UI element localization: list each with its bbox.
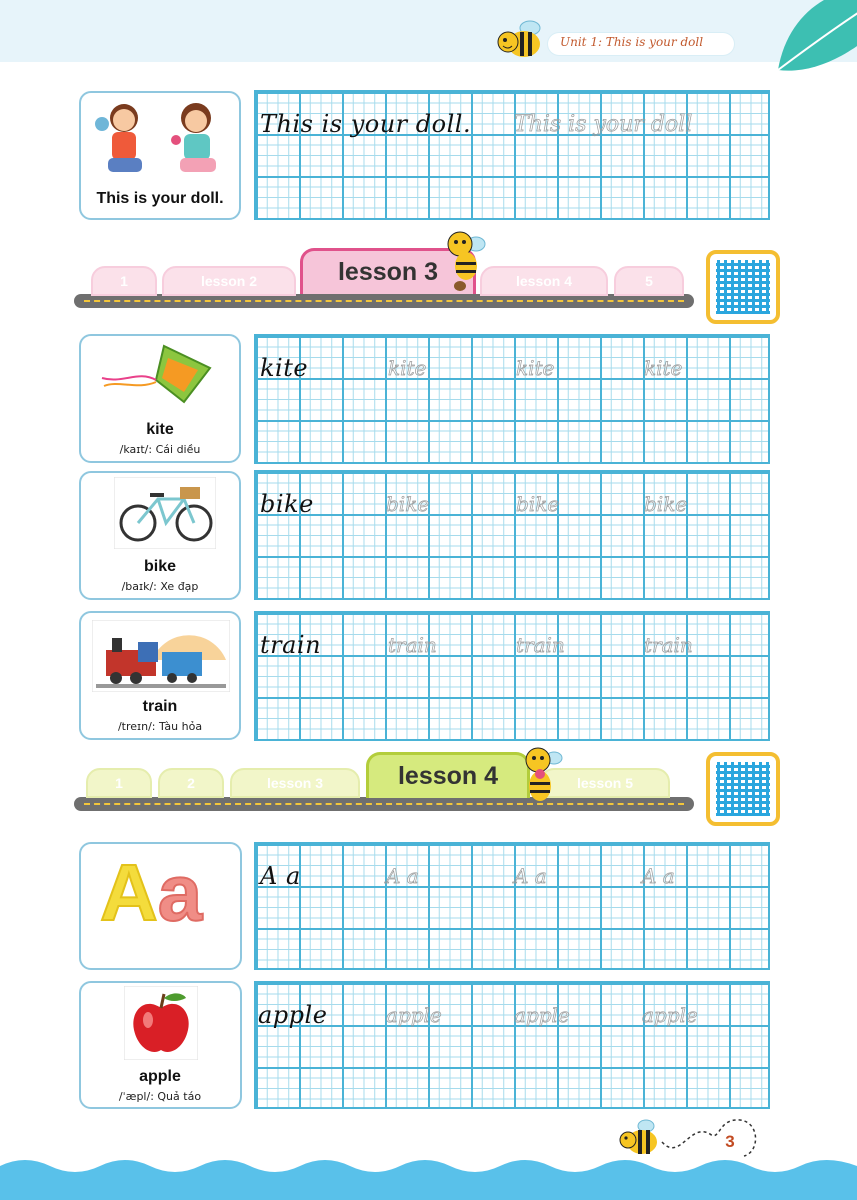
bike-model: bike <box>260 490 314 518</box>
bee-flower-icon <box>518 744 564 808</box>
vocab-word-apple: apple <box>139 1068 181 1085</box>
kite-model: kite <box>260 354 309 382</box>
tab-lesson-1b[interactable]: 1 <box>86 768 152 798</box>
leaf-decoration <box>768 0 857 90</box>
letter-aa-illustration <box>100 850 220 936</box>
page-number: 3 <box>725 1132 735 1151</box>
bike-trace-1: bike <box>386 492 430 516</box>
apple-illustration <box>124 986 198 1060</box>
vocab-ipa-train: /treɪn/: Tàu hỏa <box>117 720 203 733</box>
kite-writing-grid[interactable] <box>254 334 770 464</box>
bike-writing-grid[interactable] <box>254 470 770 600</box>
bike-trace-3: bike <box>644 492 688 516</box>
train-trace-2: train <box>516 633 565 657</box>
letter-writing-grid[interactable] <box>254 842 770 970</box>
vocab-ipa-apple: /ˈæpl/: Quả táo <box>118 1090 202 1103</box>
vocab-word-kite: kite <box>146 421 174 438</box>
apple-trace-1: apple <box>386 1003 442 1027</box>
qr-code-2[interactable] <box>706 752 780 826</box>
vocab-ipa-bike: /baɪk/: Xe đạp <box>121 580 199 593</box>
tab-lesson-4[interactable]: lesson 4 <box>480 266 608 296</box>
train-illustration <box>92 620 230 692</box>
kite-trace-2: kite <box>516 356 555 380</box>
tab-lesson-3b[interactable]: lesson 3 <box>230 768 360 798</box>
train-writing-grid[interactable] <box>254 611 770 741</box>
sentence-model: This is your doll. <box>260 110 472 138</box>
road-dash-1 <box>84 300 684 302</box>
letter-trace-3: A a <box>642 864 675 888</box>
qr-code-1[interactable] <box>706 250 780 324</box>
apple-writing-grid[interactable] <box>254 981 770 1109</box>
vocab-word-train: train <box>142 698 178 715</box>
train-trace-3: train <box>644 633 693 657</box>
tab-lesson-5[interactable]: 5 <box>614 266 684 296</box>
sentence-caption: This is your doll. <box>96 190 224 207</box>
tab-lesson-5b[interactable]: lesson 5 <box>540 768 670 798</box>
apple-trace-3: apple <box>642 1003 698 1027</box>
bee-mascot-icon <box>440 226 488 292</box>
letter-lower: a <box>157 848 203 937</box>
bike-trace-2: bike <box>516 492 560 516</box>
kite-trace-1: kite <box>388 356 427 380</box>
train-model: train <box>260 631 322 659</box>
apple-trace-2: apple <box>514 1003 570 1027</box>
apple-model: apple <box>258 1001 328 1029</box>
footer-dotted-path <box>660 1112 764 1162</box>
tab-lesson-2[interactable]: lesson 2 <box>162 266 296 296</box>
children-doll-illustration <box>92 100 228 178</box>
tab-lesson-4-active[interactable]: lesson 4 <box>366 752 530 798</box>
kite-trace-3: kite <box>644 356 683 380</box>
footer-bee-icon <box>618 1118 662 1158</box>
road-dash-2 <box>84 803 684 805</box>
bee-icon <box>496 18 548 62</box>
unit-title: Unit 1: This is your doll <box>560 35 704 49</box>
tab-lesson-2b[interactable]: 2 <box>158 768 224 798</box>
letter-model: A a <box>260 862 301 890</box>
tab-lesson-3-active[interactable]: lesson 3 <box>300 248 476 294</box>
train-trace-1: train <box>388 633 437 657</box>
sentence-trace: This is your doll <box>514 112 693 137</box>
vocab-word-bike: bike <box>143 558 176 575</box>
bike-illustration <box>114 477 216 549</box>
tab-lesson-1[interactable]: 1 <box>91 266 157 296</box>
letter-upper: A <box>100 848 158 937</box>
vocab-ipa-kite: /kaɪt/: Cái diều <box>119 443 201 456</box>
kite-illustration <box>98 340 214 410</box>
letter-trace-1: A a <box>386 864 419 888</box>
letter-trace-2: A a <box>514 864 547 888</box>
